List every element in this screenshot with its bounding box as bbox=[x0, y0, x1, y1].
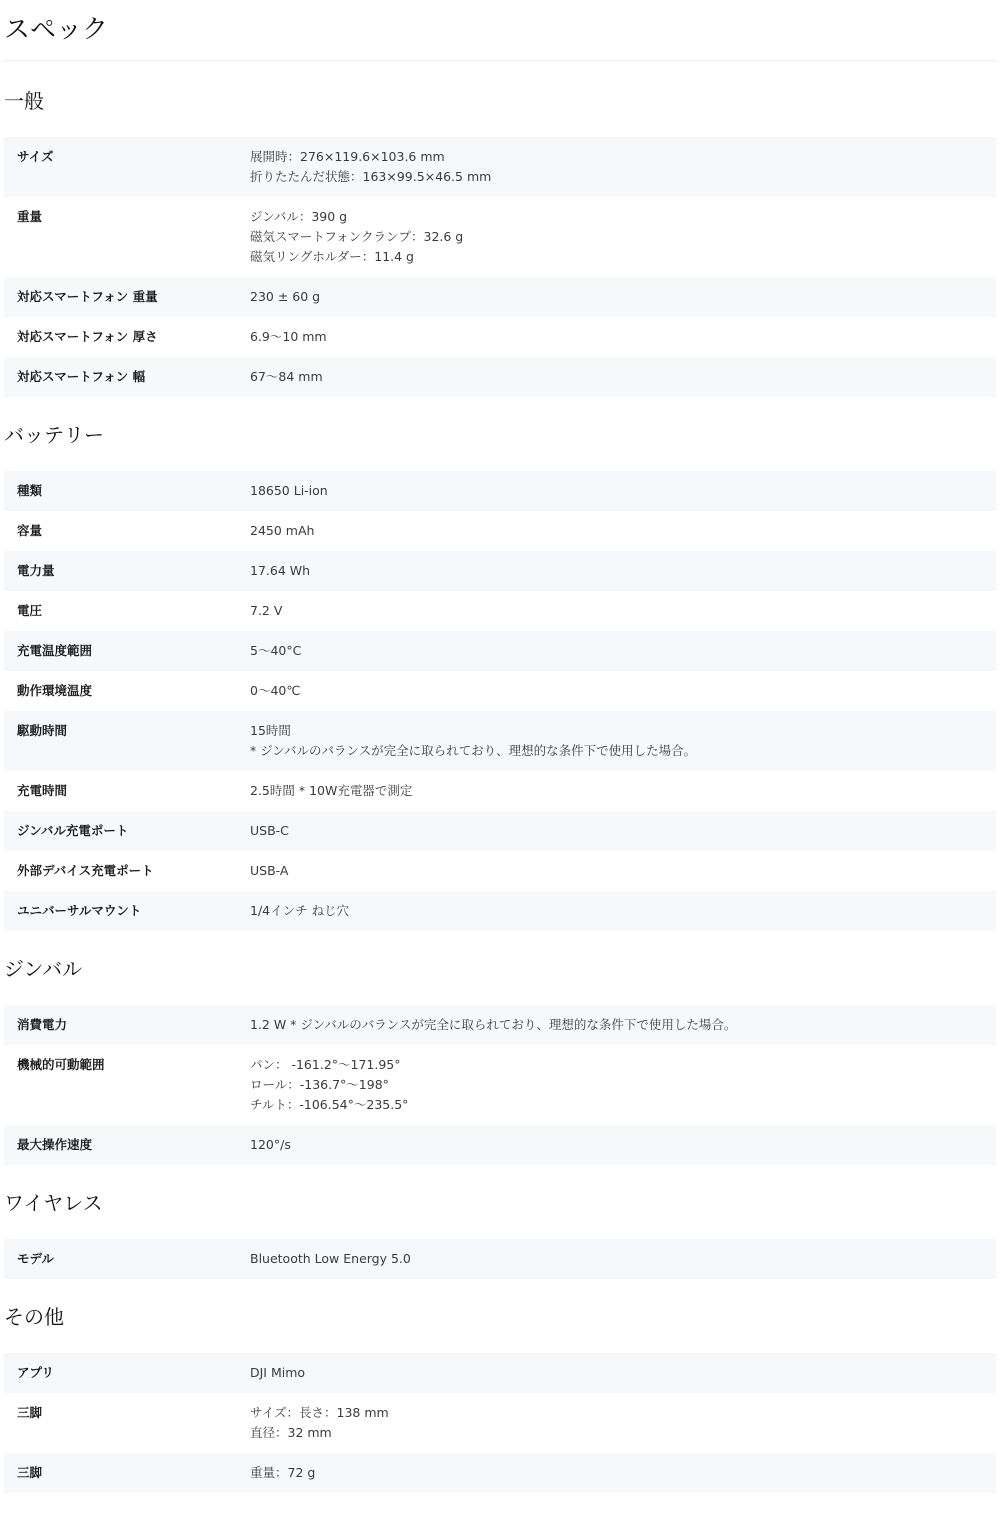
spec-value-line: 120°/s bbox=[250, 1137, 291, 1152]
spec-value-line: 展開時：276×119.6×103.6 mm bbox=[250, 149, 445, 164]
spec-label: サイズ bbox=[17, 149, 54, 164]
spec-value-line: DJI Mimo bbox=[250, 1365, 306, 1380]
spec-value-line: チルト：-106.54°〜235.5° bbox=[250, 1097, 409, 1112]
spec-value-line: 1/4インチ ねじ穴 bbox=[250, 903, 350, 918]
spec-label: 充電温度範囲 bbox=[17, 643, 93, 658]
spec-values bbox=[250, 1055, 996, 1115]
spec-row bbox=[4, 197, 996, 277]
spec-row bbox=[4, 671, 996, 711]
spec-row bbox=[4, 591, 996, 631]
spec-label: モデル bbox=[17, 1251, 54, 1266]
spec-row bbox=[4, 811, 996, 851]
spec-value-line: 重量：72 g bbox=[250, 1465, 316, 1480]
spec-values bbox=[250, 481, 996, 501]
spec-label: 電力量 bbox=[17, 563, 55, 578]
spec-label: 対応スマートフォン 厚さ bbox=[17, 329, 158, 344]
spec-values bbox=[250, 367, 996, 387]
spec-table bbox=[4, 1005, 996, 1165]
spec-row bbox=[4, 1393, 996, 1453]
spec-values bbox=[250, 1463, 996, 1483]
spec-row bbox=[4, 1239, 996, 1279]
spec-section bbox=[4, 1165, 996, 1279]
spec-section bbox=[4, 1279, 996, 1493]
spec-row bbox=[4, 1005, 996, 1045]
section-title: バッテリー bbox=[4, 423, 104, 447]
spec-label: 充電時間 bbox=[17, 783, 68, 798]
spec-value-line: 2.5時間 * 10W充電器で測定 bbox=[250, 783, 413, 798]
spec-row bbox=[4, 277, 996, 317]
spec-value-line: 折りたたんだ状態：163×99.5×46.5 mm bbox=[250, 169, 492, 184]
spec-table bbox=[4, 471, 996, 931]
spec-label: アプリ bbox=[17, 1365, 55, 1380]
spec-label: 電圧 bbox=[17, 603, 43, 618]
spec-value-line: パン： -161.2°〜171.95° bbox=[250, 1057, 401, 1072]
spec-value-line: 直径：32 mm bbox=[250, 1425, 332, 1440]
spec-label: 重量 bbox=[17, 209, 43, 224]
spec-row bbox=[4, 1125, 996, 1165]
spec-values bbox=[250, 287, 996, 307]
spec-value-line: 18650 Li-ion bbox=[250, 483, 328, 498]
spec-table bbox=[4, 1353, 996, 1493]
spec-row bbox=[4, 511, 996, 551]
spec-value-line: 67〜84 mm bbox=[250, 369, 323, 384]
spec-label: 三脚 bbox=[17, 1405, 43, 1420]
spec-label: 対応スマートフォン 重量 bbox=[17, 289, 158, 304]
spec-value-line: ジンバル：390 g bbox=[250, 209, 348, 224]
spec-values bbox=[250, 1135, 996, 1155]
spec-value-line: 7.2 V bbox=[250, 603, 283, 618]
spec-value-line: 17.64 Wh bbox=[250, 563, 311, 578]
spec-section bbox=[4, 397, 996, 931]
spec-row bbox=[4, 771, 996, 811]
spec-row bbox=[4, 851, 996, 891]
spec-value-line: 230 ± 60 g bbox=[250, 289, 321, 304]
spec-values bbox=[250, 561, 996, 581]
spec-values bbox=[250, 901, 996, 921]
spec-values bbox=[250, 327, 996, 347]
spec-row bbox=[4, 471, 996, 511]
spec-values bbox=[250, 721, 996, 761]
spec-row bbox=[4, 631, 996, 671]
spec-value-line: サイズ：長さ：138 mm bbox=[250, 1405, 389, 1420]
spec-value-line: 2450 mAh bbox=[250, 523, 315, 538]
spec-row bbox=[4, 711, 996, 771]
spec-label: ジンバル充電ポート bbox=[17, 823, 129, 838]
spec-values bbox=[250, 601, 996, 621]
spec-value-line: 6.9〜10 mm bbox=[250, 329, 327, 344]
spec-values bbox=[250, 1015, 996, 1035]
spec-row bbox=[4, 1453, 996, 1493]
section-title: その他 bbox=[4, 1305, 64, 1329]
section-title: ワイヤレス bbox=[4, 1191, 103, 1215]
spec-table bbox=[4, 1239, 996, 1279]
section-title: 一般 bbox=[4, 89, 44, 113]
section-title: ジンバル bbox=[4, 957, 83, 981]
spec-label: 種類 bbox=[17, 483, 43, 498]
spec-value-line: 0〜40℃ bbox=[250, 683, 301, 698]
spec-values bbox=[250, 821, 996, 841]
spec-row bbox=[4, 891, 996, 931]
spec-row bbox=[4, 317, 996, 357]
spec-label: 外部デバイス充電ポート bbox=[17, 863, 154, 878]
spec-values bbox=[250, 861, 996, 881]
spec-value-line: ロール：-136.7°〜198° bbox=[250, 1077, 389, 1092]
spec-label: 駆動時間 bbox=[17, 723, 68, 738]
spec-row bbox=[4, 1353, 996, 1393]
spec-value-line: 磁気スマートフォンクランプ：32.6 g bbox=[250, 229, 464, 244]
spec-row bbox=[4, 357, 996, 397]
spec-section bbox=[4, 931, 996, 1165]
spec-value-line: USB-C bbox=[250, 823, 289, 838]
spec-values bbox=[250, 1403, 996, 1443]
spec-values bbox=[250, 207, 996, 267]
page-title: スペック bbox=[4, 15, 109, 45]
spec-label: 機械的可動範囲 bbox=[17, 1057, 105, 1072]
spec-value-line: 磁気リングホルダー：11.4 g bbox=[250, 249, 414, 264]
spec-row bbox=[4, 551, 996, 591]
spec-values bbox=[250, 781, 996, 801]
spec-values bbox=[250, 1249, 996, 1269]
spec-value-line: 15時間 bbox=[250, 723, 291, 738]
spec-values bbox=[250, 521, 996, 541]
spec-values bbox=[250, 641, 996, 661]
spec-value-line: Bluetooth Low Energy 5.0 bbox=[250, 1251, 411, 1266]
spec-values bbox=[250, 681, 996, 701]
spec-label: 対応スマートフォン 幅 bbox=[17, 369, 146, 384]
spec-table bbox=[4, 137, 996, 397]
spec-value-line: 1.2 W * ジンバルのバランスが完全に取られており、理想的な条件下で使用した場合。 bbox=[250, 1017, 737, 1032]
spec-label: 消費電力 bbox=[17, 1017, 68, 1032]
spec-label: 最大操作速度 bbox=[17, 1137, 93, 1152]
spec-row bbox=[4, 1045, 996, 1125]
spec-label: 容量 bbox=[17, 523, 43, 538]
spec-values bbox=[250, 1363, 996, 1383]
spec-value-line: 5〜40°C bbox=[250, 643, 302, 658]
spec-values bbox=[250, 147, 996, 187]
spec-section bbox=[4, 61, 996, 397]
spec-label: 三脚 bbox=[17, 1465, 43, 1480]
spec-sections bbox=[4, 61, 996, 1493]
spec-value-line: USB-A bbox=[250, 863, 289, 878]
spec-label: ユニバーサルマウント bbox=[17, 903, 142, 918]
spec-label: 動作環境温度 bbox=[17, 683, 93, 698]
spec-row bbox=[4, 137, 996, 197]
spec-value-line: * ジンバルのバランスが完全に取られており、理想的な条件下で使用した場合。 bbox=[250, 743, 697, 758]
